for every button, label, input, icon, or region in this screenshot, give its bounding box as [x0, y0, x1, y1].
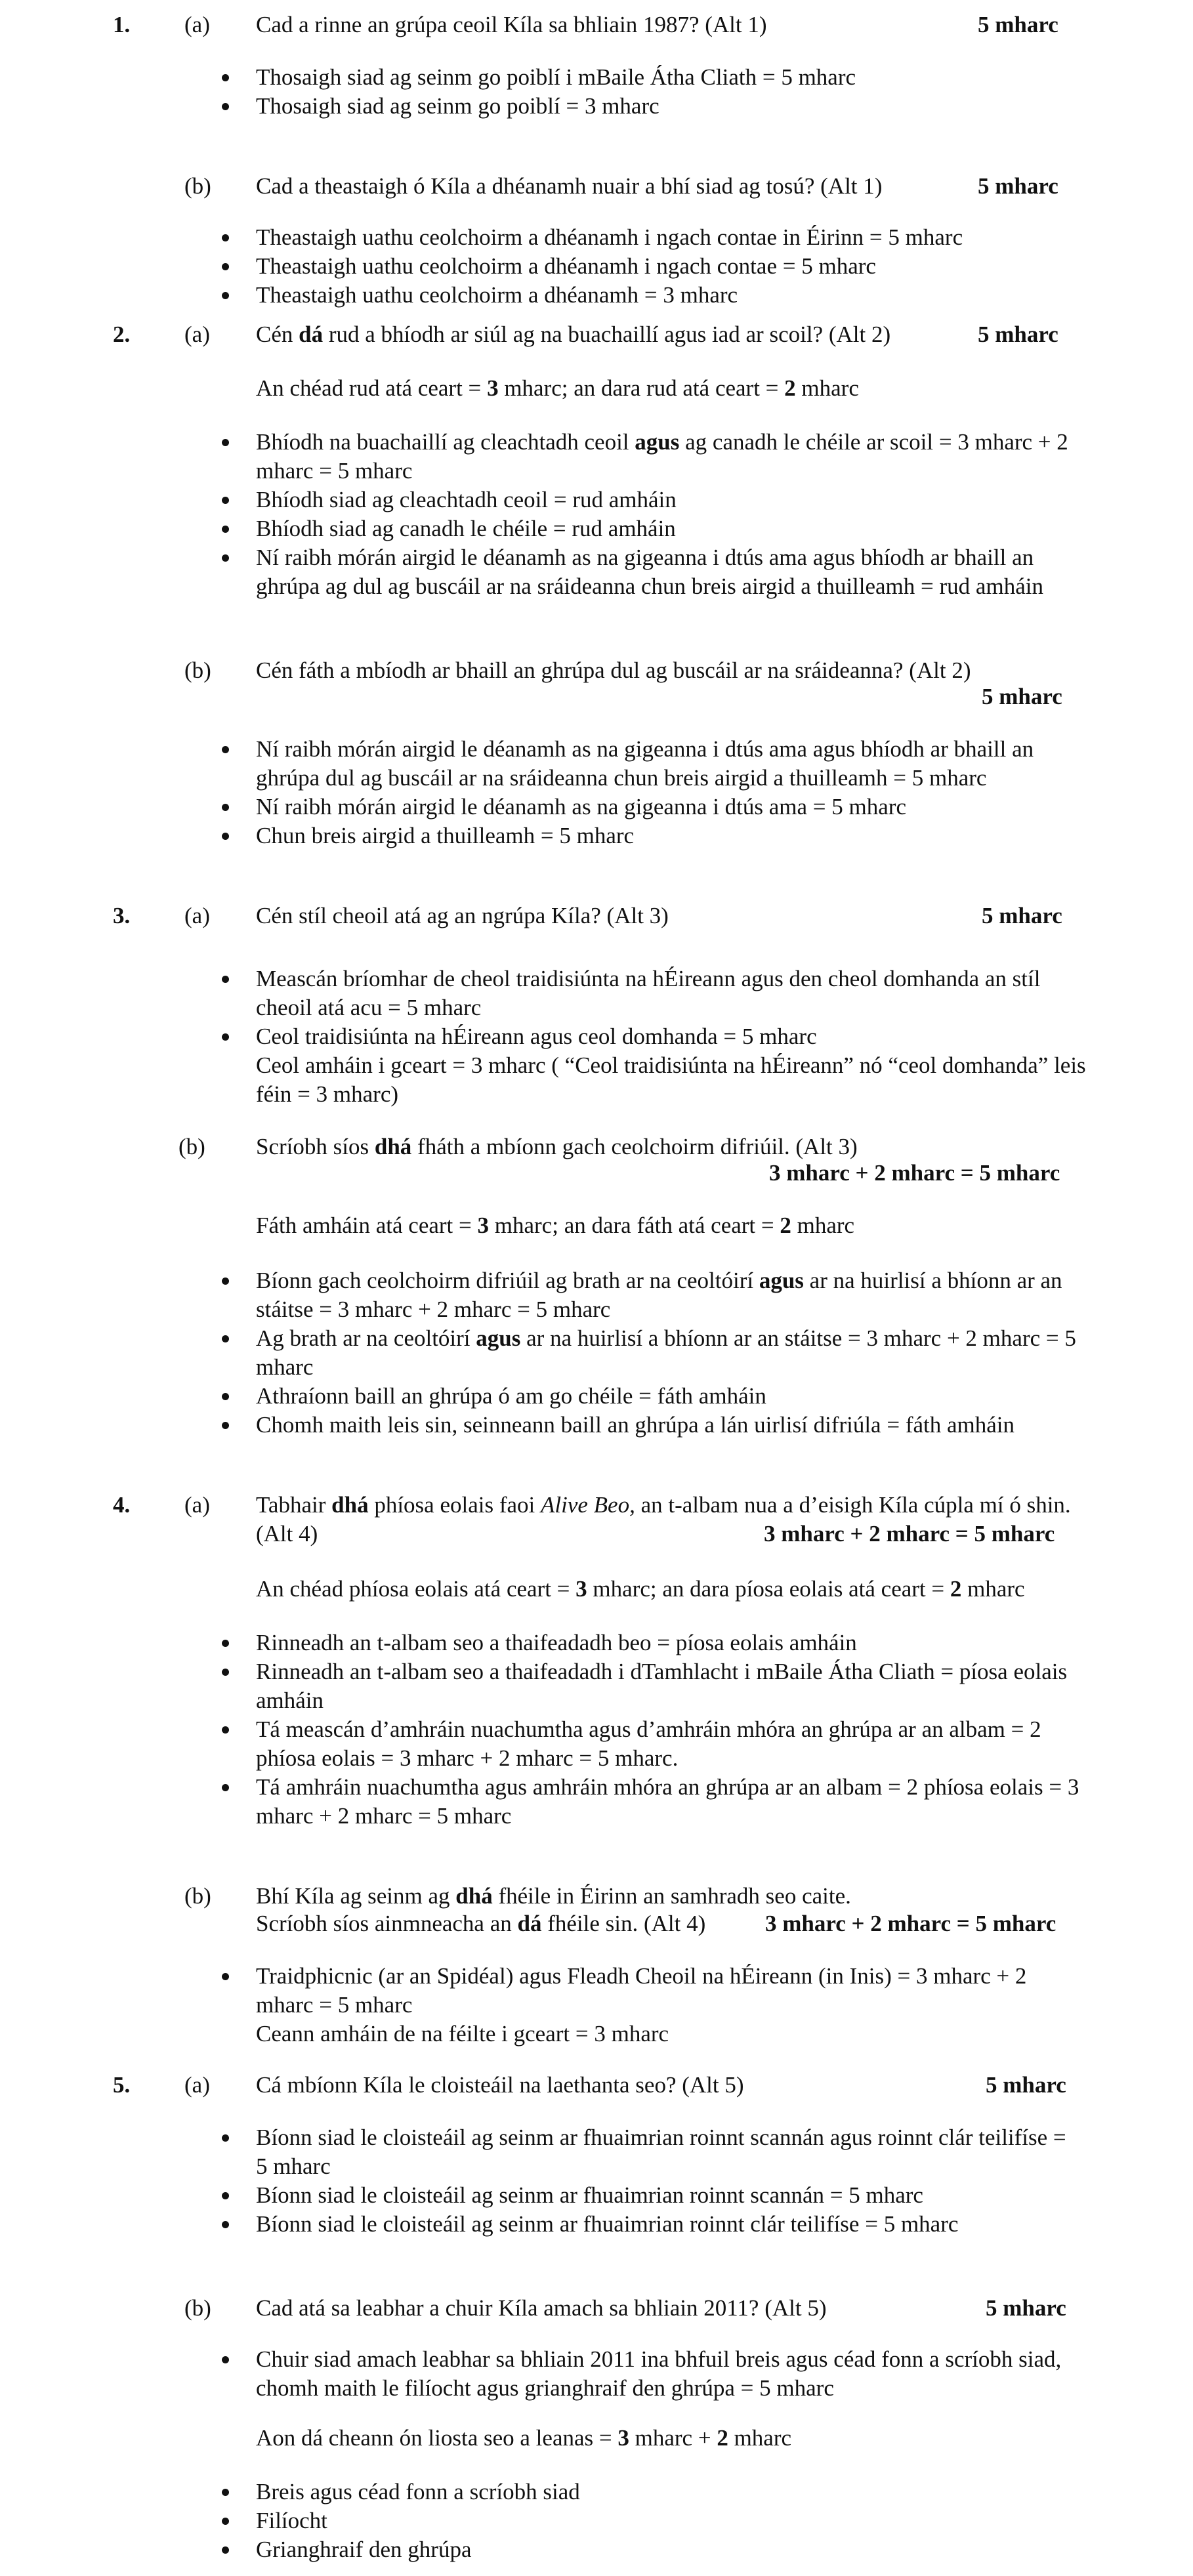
answer-item: Bhíodh siad ag cleachtadh ceoil = rud amháin [256, 486, 1076, 514]
answer-note: Ceol amháin i gceart = 3 mharc ( “Ceol traidisiúnta na hÉireann” nó “ceol domhanda” leis féin = 3 mharc) [256, 1052, 1086, 1107]
answer-item: Ní raibh mórán airgid le déanamh as na gigeanna i dtús ama = 5 mharc [256, 793, 1076, 821]
part-label: (a) [184, 1492, 210, 1518]
question-text: Scríobh síos ainmneacha an dá fhéile sin. (Alt 4) [256, 1911, 706, 1936]
part-label: (b) [184, 1883, 211, 1909]
marking-scheme-note: Aon dá cheann ón liosta seo a leanas = 3 mharc + 2 mharc [256, 2425, 792, 2451]
answer-item: Rinneadh an t-albam seo a thaifeadadh i dTamhlacht i mBaile Átha Cliath = píosa eolais amháin [256, 1657, 1089, 1715]
question-number: 2. [113, 322, 131, 347]
answer-list [256, 1629, 1089, 1831]
answer-item: Chomh maith leis sin, seinneann baill an ghrúpa a lán uirlisí difriúla = fáth amháin [256, 1411, 1076, 1440]
question-text: Cén dá rud a bhíodh ar siúl ag na buachaillí agus iad ar scoil? (Alt 2) [256, 322, 891, 347]
marking-scheme-note: Fáth amháin atá ceart = 3 mharc; an dara fáth atá ceart = 2 mharc [256, 1213, 855, 1238]
answer-item: Grianghraif den ghrúpa [256, 2535, 1076, 2564]
marking-scheme-note: An chéad rud atá ceart = 3 mharc; an dara rud atá ceart = 2 mharc [256, 375, 859, 401]
question-number: 3. [113, 903, 131, 928]
part-label: (a) [184, 322, 210, 347]
answer-item: Theastaigh uathu ceolchoirm a dhéanamh i ngach contae in Éirinn = 5 mharc [256, 223, 1076, 252]
answer-item: Tá amhráin nuachumtha agus amhráin mhóra an ghrúpa ar an albam = 2 phíosa eolais = 3 mharc + 2 mharc = 5 mharc [256, 1773, 1089, 1831]
answer-item: Filíocht [256, 2506, 1076, 2535]
answer-list [256, 428, 1076, 601]
answer-list [256, 735, 1076, 850]
answer-item: Rinneadh an t-albam seo a thaifeadadh beo = píosa eolais amháin [256, 1629, 1089, 1657]
marks-value: 5 mharc [986, 2072, 1066, 2098]
question-text: Cad a theastaigh ó Kíla a dhéanamh nuair a bhí siad ag tosú? (Alt 1) [256, 173, 883, 199]
answer-item: Theastaigh uathu ceolchoirm a dhéanamh i ngach contae = 5 mharc [256, 252, 1076, 281]
answer-list [256, 63, 1076, 121]
answer-item: Bhíodh na buachaillí ag cleachtadh ceoil agus ag canadh le chéile ar scoil = 3 mharc + 2 mharc = 5 mharc [256, 428, 1076, 486]
part-label: (a) [184, 12, 210, 37]
part-label: (b) [184, 173, 211, 199]
answer-list [256, 223, 1076, 310]
marks-value: 5 mharc [982, 903, 1062, 928]
question-text: Cén fáth a mbíodh ar bhaill an ghrúpa dul ag buscáil ar na sráideanna? (Alt 2) [256, 657, 971, 683]
question-number: 4. [113, 1492, 131, 1518]
question-number: 5. [113, 2072, 131, 2098]
part-label: (a) [184, 903, 210, 928]
question-number: 1. [113, 12, 131, 37]
answer-item: Chuir siad amach leabhar sa bhliain 2011 ina bhfuil breis agus céad fonn a scríobh siad, chomh maith le filíocht agus grianghraif den ghrúpa = 5 mharc [256, 2345, 1076, 2403]
answer-item: Bhíodh siad ag canadh le chéile = rud amháin [256, 514, 1076, 543]
answer-list [256, 965, 1089, 1109]
marks-value: 5 mharc [978, 173, 1058, 199]
answer-list [256, 1962, 1076, 2048]
answer-list [256, 2478, 1076, 2564]
question-text: Tabhair dhá phíosa eolais faoi Alive Beo, an t-albam nua a d’eisigh Kíla cúpla mí ó shin. (Alt 4) [256, 1492, 1071, 1547]
marks-value: 3 mharc + 2 mharc = 5 mharc [764, 1521, 1055, 1547]
answer-item: Tá meascán d’amhráin nuachumtha agus d’amhráin mhóra an ghrúpa ar an albam = 2 phíosa eolais = 3 mharc + 2 mharc = 5 mharc. [256, 1715, 1089, 1773]
marks-value: 5 mharc [978, 12, 1058, 37]
answer-item: Athraíonn baill an ghrúpa ó am go chéile = fáth amháin [256, 1382, 1076, 1411]
answer-list [256, 2123, 1076, 2239]
answer-list [256, 1266, 1076, 1440]
marks-value: 5 mharc [978, 322, 1058, 347]
answer-note: Ceann amháin de na féilte i gceart = 3 mharc [256, 2021, 669, 2046]
question-text: Cad a rinne an grúpa ceoil Kíla sa bhliain 1987? (Alt 1) [256, 12, 767, 37]
marking-scheme-note: An chéad phíosa eolais atá ceart = 3 mharc; an dara píosa eolais atá ceart = 2 mharc [256, 1576, 1025, 1602]
question-text: Cá mbíonn Kíla le cloisteáil na laethanta seo? (Alt 5) [256, 2072, 744, 2098]
answer-item: Theastaigh uathu ceolchoirm a dhéanamh = 3 mharc [256, 281, 1076, 310]
answer-item: Breis agus céad fonn a scríobh siad [256, 2478, 1076, 2506]
answer-item: Bíonn gach ceolchoirm difriúil ag brath ar na ceoltóirí agus ar na huirlisí a bhíonn ar an stáitse = 3 mharc + 2 mharc = 5 mharc [256, 1266, 1076, 1324]
answer-item: Meascán bríomhar de cheol traidisiúnta na hÉireann agus den cheol domhanda an stíl cheoil atá acu = 5 mharc [256, 965, 1089, 1022]
question-text: Cén stíl cheoil atá ag an ngrúpa Kíla? (Alt 3) [256, 903, 669, 928]
marks-value: 5 mharc [982, 684, 1062, 709]
marks-value: 5 mharc [986, 2295, 1066, 2321]
answer-item: Ceol traidisiúnta na hÉireann agus ceol domhanda = 5 mharc [256, 1022, 1089, 1051]
marks-value: 3 mharc + 2 mharc = 5 mharc [769, 1160, 1060, 1186]
answer-item: Ní raibh mórán airgid le déanamh as na gigeanna i dtús ama agus bhíodh ar bhaill an ghrúpa dul ag buscáil ar na sráideanna chun breis airgid a thuilleamh = 5 mharc [256, 735, 1076, 793]
answer-item: Ag brath ar na ceoltóirí agus ar na huirlisí a bhíonn ar an stáitse = 3 mharc + 2 mharc = 5 mharc [256, 1324, 1076, 1382]
answer-item: Chun breis airgid a thuilleamh = 5 mharc [256, 821, 1076, 850]
part-label: (a) [184, 2072, 210, 2098]
answer-item: Bíonn siad le cloisteáil ag seinm ar fhuaimrian roinnt clár teilifíse = 5 mharc [256, 2210, 1076, 2239]
part-label: (b) [178, 1134, 205, 1159]
marks-value: 3 mharc + 2 mharc = 5 mharc [765, 1911, 1057, 1936]
answer-item: Thosaigh siad ag seinm go poiblí i mBaile Átha Cliath = 5 mharc [256, 63, 1076, 92]
answer-item: Bíonn siad le cloisteáil ag seinm ar fhuaimrian roinnt scannán = 5 mharc [256, 2181, 1076, 2210]
answer-item: Bíonn siad le cloisteáil ag seinm ar fhuaimrian roinnt scannán agus roinnt clár teilifíse = 5 mharc [256, 2123, 1076, 2181]
answer-item: Thosaigh siad ag seinm go poiblí = 3 mharc [256, 92, 1076, 121]
question-text: Scríobh síos dhá fháth a mbíonn gach ceolchoirm difriúil. (Alt 3) [256, 1134, 858, 1159]
question-text: Bhí Kíla ag seinm ag dhá fhéile in Éirinn an samhradh seo caite. [256, 1883, 851, 1909]
part-label: (b) [184, 657, 211, 683]
part-label: (b) [184, 2295, 211, 2321]
answer-item: Ní raibh mórán airgid le déanamh as na gigeanna i dtús ama agus bhíodh ar bhaill an ghrúpa ag dul ag buscáil ar na sráideanna chun breis airgid a thuilleamh = rud amháin [256, 543, 1076, 601]
answer-list [256, 2345, 1076, 2403]
answer-item: Traidphicnic (ar an Spidéal) agus Fleadh Cheoil na hÉireann (in Inis) = 3 mharc + 2 mharc = 5 mharc [256, 1962, 1076, 2020]
question-text: Cad atá sa leabhar a chuir Kíla amach sa bhliain 2011? (Alt 5) [256, 2295, 827, 2321]
